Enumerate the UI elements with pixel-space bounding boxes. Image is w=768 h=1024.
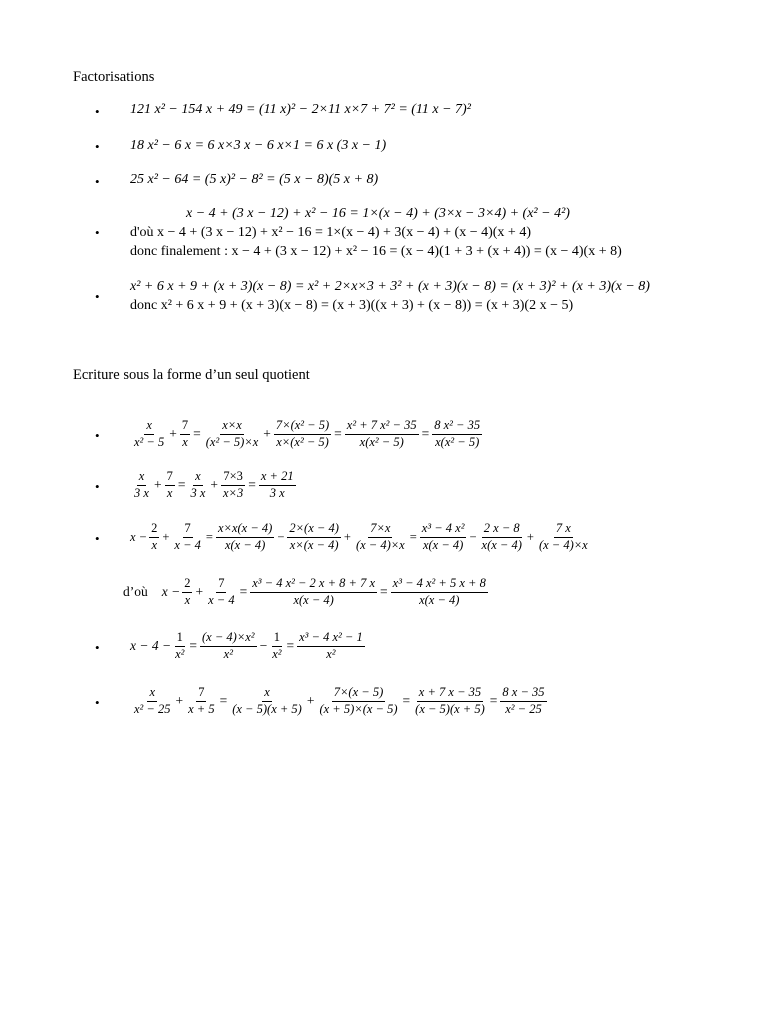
denominator: x² − 25 [505, 701, 542, 716]
factorisation-2: 18 x² − 6 x = 6 x×3 x − 6 x×1 = 6 x (3 x − 1) [130, 138, 387, 153]
fraction [172, 522, 202, 553]
fraction [354, 522, 407, 553]
numerator: 1 [272, 631, 282, 647]
math-operator: + [306, 693, 315, 708]
numerator: x×x [220, 419, 244, 435]
quotient-4 [130, 629, 367, 663]
numerator: 7 [183, 522, 193, 538]
denominator: x(x − 4) [419, 592, 460, 607]
math-operator: + [210, 477, 218, 492]
factorisation-5-line-1: x² + 6 x + 9 + (x + 3)(x − 8) = x² + 2×x×3 + 3² + (x + 3)(x − 8) = (x + 3)² + (x + 3)(x − 8) [130, 279, 650, 294]
factorisation-4-line-2: d'où x − 4 + (3 x − 12) + x² − 16 = 1×(x − 4) + 3(x − 4) + (x − 4)(x + 4) [130, 225, 531, 240]
fraction [413, 686, 487, 717]
section-title-factorisations: Factorisations [73, 69, 155, 85]
denominator: x − 4 [208, 592, 235, 607]
numerator: x³ − 4 x² + 5 x + 8 [391, 577, 488, 593]
denominator: x² − 5 [134, 434, 165, 449]
denominator: x(x − 4) [422, 537, 464, 552]
factorisation-1: 121 x² − 154 x + 49 = (11 x)² − 2×11 x×7 + 7² = (11 x − 7)² [130, 102, 471, 117]
denominator: 3 x [269, 485, 285, 500]
numerator: 7×(x² − 5) [274, 419, 331, 435]
numerator: x×x(x − 4) [216, 522, 274, 538]
numerator: 2 [149, 522, 159, 538]
fraction [180, 419, 190, 450]
factorisation-5-line-2: donc x² + 6 x + 9 + (x + 3)(x − 8) = (x + 3)((x + 3) + (x − 8)) = (x + 3)(2 x − 5) [130, 298, 574, 313]
fraction [204, 419, 261, 450]
numerator: (x − 4)×x² [200, 631, 257, 647]
fraction [182, 577, 192, 608]
math-operator: + [175, 693, 184, 708]
numerator: 7 x [554, 522, 573, 538]
fraction [173, 631, 186, 662]
math-operator: = [286, 638, 295, 653]
denominator: x(x² − 5) [359, 434, 404, 449]
fraction [186, 686, 216, 717]
math-operator: = [177, 477, 186, 492]
denominator: x [184, 592, 191, 607]
numerator: 7 [216, 577, 226, 593]
numerator: 7 [196, 686, 206, 702]
denominator: x² [272, 646, 282, 661]
numerator: x + 7 x − 35 [417, 686, 483, 702]
denominator: (x − 4)×x [538, 537, 588, 552]
quotient-5 [130, 684, 549, 718]
denominator: x [166, 485, 173, 500]
quotient-3 [130, 520, 592, 554]
denominator: x(x² − 5) [435, 434, 480, 449]
denominator: x×3 [223, 485, 244, 500]
math-operator: = [380, 584, 388, 599]
math-operator: + [263, 426, 271, 441]
math-operator: = [402, 693, 411, 708]
fraction [216, 522, 274, 553]
fraction [420, 522, 467, 553]
numerator: 7×3 [221, 470, 245, 486]
math-operator: x − [130, 529, 148, 544]
fraction [188, 470, 207, 501]
denominator: x×(x² − 5) [276, 434, 329, 449]
denominator: (x − 5)(x + 5) [415, 701, 485, 716]
denominator: x(x − 4) [481, 537, 522, 552]
denominator: (x − 4)×x [355, 537, 405, 552]
math-operator: − [259, 638, 268, 653]
denominator: (x − 5)(x + 5) [232, 701, 302, 716]
math-operator: = [489, 693, 498, 708]
denominator: x [182, 434, 188, 449]
denominator: x [151, 537, 158, 552]
math-operator: − [469, 529, 477, 544]
fraction [500, 686, 546, 717]
denominator: x(x − 4) [293, 592, 334, 607]
numerator: 7×(x − 5) [332, 686, 386, 702]
fraction [480, 522, 524, 553]
denominator: x² [223, 646, 233, 661]
math-operator: = [219, 693, 228, 708]
denominator: x − 4 [174, 537, 201, 552]
bullet: • [95, 695, 100, 710]
math-operator: = [193, 426, 201, 441]
denominator: 3 x [190, 485, 206, 500]
numerator: x [262, 686, 272, 702]
numerator: x [147, 686, 157, 702]
bullet: • [95, 289, 100, 304]
fraction [200, 631, 257, 662]
denominator: x² [326, 646, 336, 661]
factorisation-3: 25 x² − 64 = (5 x)² − 8² = (5 x − 8)(5 x + 8) [130, 172, 379, 187]
fraction [230, 686, 304, 717]
math-operator: x − [161, 584, 181, 599]
numerator: 7×x [368, 522, 392, 538]
fraction [287, 522, 341, 553]
numerator: x³ − 4 x² − 2 x + 8 + 7 x [250, 577, 377, 593]
fraction [149, 522, 159, 553]
numerator: 7 [165, 470, 175, 486]
math-operator: = [189, 638, 198, 653]
math-operator: = [334, 426, 342, 441]
math-operator: = [421, 426, 430, 441]
fraction [317, 686, 399, 717]
math-operator: = [248, 477, 256, 492]
denominator: x(x − 4) [224, 537, 266, 552]
factorisation-4-line-3: donc finalement : x − 4 + (3 x − 12) + x² − 16 = (x − 4)(1 + 3 + (x + 4)) = (x − 4)(x + 8) [130, 244, 622, 259]
numerator: 2×(x − 4) [287, 522, 341, 538]
math-operator: + [526, 529, 534, 544]
fraction [259, 470, 296, 501]
bullet: • [95, 225, 100, 240]
factorisation-4-line-1: x − 4 + (3 x − 12) + x² − 16 = 1×(x − 4) + (3×x − 3×4) + (x² − 4²) [186, 206, 570, 221]
fraction [132, 470, 151, 501]
fraction [206, 577, 236, 608]
bullet: • [95, 640, 100, 655]
numerator: 7 [180, 419, 190, 435]
bullet: • [95, 104, 100, 119]
fraction [221, 470, 245, 501]
math-operator: + [343, 529, 351, 544]
fraction [274, 419, 331, 450]
fraction [132, 419, 166, 450]
denominator: x² − 25 [134, 701, 171, 716]
numerator: 8 x − 35 [500, 686, 546, 702]
bullet: • [95, 174, 100, 189]
bullet: • [95, 139, 100, 154]
fraction [432, 419, 482, 450]
fraction [391, 577, 488, 608]
numerator: x³ − 4 x² [420, 522, 467, 538]
numerator: x [137, 470, 147, 486]
numerator: x³ − 4 x² − 1 [297, 631, 365, 647]
fraction [132, 686, 172, 717]
numerator: x² + 7 x² − 35 [345, 419, 419, 435]
math-operator: d’où [123, 584, 148, 599]
bullet: • [95, 531, 100, 546]
denominator: x×(x − 4) [289, 537, 339, 552]
math-operator: x − 4 − [130, 638, 172, 653]
math-operator: + [169, 426, 177, 441]
numerator: x [193, 470, 203, 486]
quotient-2 [130, 468, 298, 502]
math-operator: = [239, 584, 248, 599]
fraction [250, 577, 377, 608]
fraction [165, 470, 175, 501]
bullet: • [95, 479, 100, 494]
denominator: 3 x [134, 485, 149, 500]
bullet: • [95, 428, 100, 443]
math-operator: + [162, 529, 170, 544]
denominator: x + 5 [188, 701, 215, 716]
denominator: x² [175, 646, 185, 661]
fraction [270, 631, 283, 662]
denominator: (x + 5)×(x − 5) [319, 701, 398, 716]
numerator: 1 [175, 631, 185, 647]
numerator: 2 [182, 577, 192, 593]
fraction [537, 522, 590, 553]
math-operator: − [277, 529, 285, 544]
quotient-1 [130, 417, 484, 451]
math-operator: + [153, 477, 162, 492]
numerator: x + 21 [259, 470, 296, 486]
fraction [345, 419, 419, 450]
denominator: (x² − 5)×x [205, 434, 259, 449]
numerator: 2 x − 8 [482, 522, 522, 538]
math-operator: = [409, 529, 417, 544]
math-operator: + [195, 584, 204, 599]
math-operator: = [205, 529, 213, 544]
numerator: 8 x² − 35 [432, 419, 482, 435]
quotient-3-result [123, 575, 490, 609]
fraction [297, 631, 365, 662]
section-title-quotient: Ecriture sous la forme d’un seul quotient [73, 367, 310, 383]
numerator: x [144, 419, 154, 435]
